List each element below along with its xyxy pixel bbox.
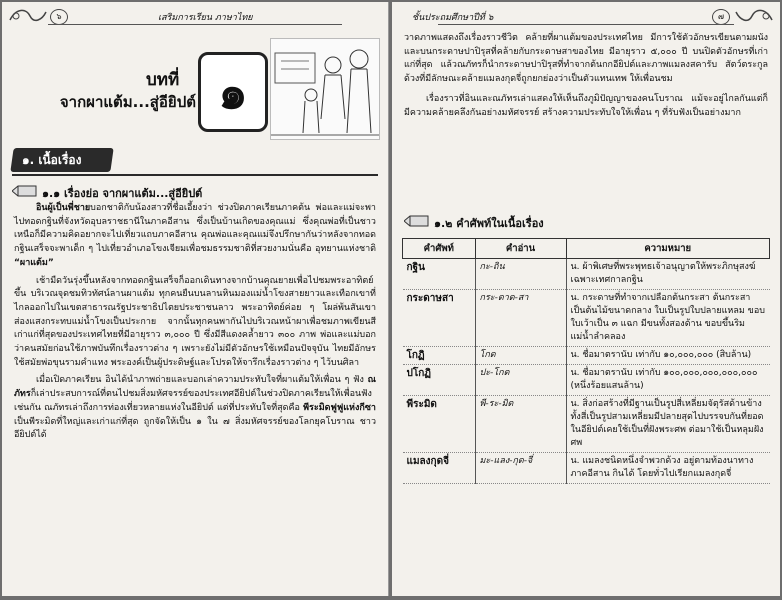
- page-number: ๖: [50, 9, 68, 25]
- header-rule: [438, 24, 734, 25]
- paragraph-1: อินผู้เป็นพี่ชายบอกชาติกับน้องสาวที่ชื่อเอี้ยงว่า ช่วงปิดภาคเรียนภาคต้น พ่อและแม่จะพาไปทอดกฐินที่จังหวัดอุบลราชธานีในภาคอีสาน ซึ่งเป็นบ้านเกิดของคุณแม่ ซึ่งคุณพ่อที่เป็นชาวเหนือก็มีความคิดอยากจะไปเที่ยวแถบภาคอีสาน คุณพ่อและคุณแม่จึงปรึกษากันว่าหลังจากทอดกฐินเสร็จจะพาเด็ก ๆ ไปเที่ยวอำเภอโขงเจียมเพื่อชมธรรมชาติที่สวยงามนั่นคือ อุทยานแห่งชาติ “ผาแต้ม”: [14, 203, 376, 268]
- paragraph-4: วาดภาพแสดงถึงเรื่องราวชีวิต คล้ายที่ผาแต้มของประเทศไทย มีการใช้ตัวอักษรเขียนตามผนังและบนกระดาษปาปิรุสที่คล้ายกับกระดาษสาของไทย มีอายุราว ๕,๐๐๐ ปี บนปิดตัวอักษรที่เก่าแก่ที่สุด แล้วณภัทรก็นำกระดาษปาปิรุสที่ทำจากต้นกกอียิปต์และภาพแมลงสคารับ สัตว์ตระกูลด้วงที่มีลักษณะคล้ายแมลงกุดจี่ถูกยกย่องว่าเป็นตัวแทนเทพ ให้เพื่อนชม: [404, 33, 768, 85]
- right-page: [392, 2, 780, 596]
- vocab-word: ปโกฏิ: [403, 365, 476, 396]
- vocab-pron: ปะ-โกด: [475, 365, 566, 396]
- running-title: ชั้นประถมศึกษาปีที่ ๖: [412, 13, 494, 23]
- table-row: [403, 259, 770, 290]
- vocab-meaning: น. ผ้าพิเศษที่พระพุทธเจ้าอนุญาตให้พระภิกษุสงฆ์เฉพาะเทศกาลกฐิน: [566, 259, 770, 290]
- table-row: [403, 290, 770, 347]
- vocab-pron: กะ-ถิน: [475, 259, 566, 290]
- table-row: [403, 365, 770, 396]
- section-label: ๑. เนื้อเรื่อง: [10, 148, 113, 172]
- col-header-word: คำศัพท์: [403, 239, 476, 259]
- vocabulary-table: [402, 238, 770, 484]
- left-header: [8, 6, 382, 28]
- subsection-title: ๑.๑ เรื่องย่อ จากผาแต้ม...สู่อียิปต์: [42, 187, 203, 200]
- vocab-meaning: น. ชื่อมาตรานับ เท่ากับ ๑๐๐,๐๐๐,๐๐๐,๐๐๐,๐๐๐ (หนึ่งร้อยแสนล้าน): [566, 365, 770, 396]
- col-header-meaning: ความหมาย: [566, 239, 770, 259]
- vocab-pron: พี-ระ-มิด: [475, 396, 566, 453]
- header-rule: [48, 24, 342, 25]
- pencil-icon: [404, 214, 430, 228]
- vocab-word: กฐิน: [403, 259, 476, 290]
- vocab-word: กระดาษสา: [403, 290, 476, 347]
- vocab-meaning: น. แมลงชนิดหนึ่งจำพวกด้วง อยู่ตามท้องนาทางภาคอีสาน กินได้ โดยทั่วไปเรียกแมลงกุดจี่: [566, 453, 770, 484]
- vocab-word: แมลงกุดจี่: [403, 453, 476, 484]
- chapter-number: ๑: [198, 52, 268, 132]
- chapter-title: จากผาแต้ม...สู่อียิปต์: [59, 93, 196, 111]
- vocab-meaning: น. สิ่งก่อสร้างที่มีฐานเป็นรูปสี่เหลี่ยมจัตุรัสด้านข้างทั้งสี่เป็นรูปสามเหลี่ยมมีปลายสุดไปบรรจบกันที่ยอด ในอียิปต์เคยใช้เป็นที่ฝังพระศพ ต่อมาใช้เป็นหลุมฝังศพ: [566, 396, 770, 453]
- ornament-icon: [734, 6, 774, 24]
- vocab-pron: มะ-แลง-กุด-จี่: [475, 453, 566, 484]
- story-text: [14, 202, 376, 443]
- vocab-pron: โกด: [475, 347, 566, 365]
- chapter-heading: [16, 32, 376, 142]
- paragraph-5: เรื่องราวที่อินและณภัทรเล่าแสดงให้เห็นถึงภูมิปัญญาของคนโบราณ แม้จะอยู่ไกลกันแต่ก็มีความคล้ายคลึงกันอย่างมหัศจรรย์ สร้างความประทับใจให้เพื่อน ๆ ที่รับฟังเป็นอย่างมาก: [404, 93, 768, 118]
- ornament-icon: [8, 6, 48, 24]
- section-rule: [12, 174, 378, 176]
- story-continuation: [404, 32, 768, 120]
- running-title: เสริมการเรียน ภาษาไทย: [158, 13, 253, 23]
- table-row: [403, 453, 770, 484]
- illustration-family: [270, 38, 380, 140]
- paragraph-3: เมื่อเปิดภาคเรียน อินได้นำภาพถ่ายและบอกเล่าความประทับใจที่ผาแต้มให้เพื่อน ๆ ฟัง ณภัทรก็เล่าประสบการณ์ที่ตนไปชมสิ่งมหัศจรรย์ของประเทศอียิปต์ในช่วงปิดภาคเรียนให้เพื่อนฟังเช่นกัน ณภัทรเล่าถึงการท่องเที่ยวหลายแห่งในอียิปต์ แต่ที่ประทับใจที่สุดคือ พีระมิดฟูฟูแห่งกีซา เป็นพีระมิดที่ใหญ่และเก่าแก่ที่สุด ถูกจัดให้เป็น ๑ ใน ๗ สิ่งมหัศจรรย์ของโลกยุคโบราณ ชาวอียิปต์ได้: [14, 375, 376, 441]
- chapter-label: บทที่: [146, 70, 180, 90]
- page-number: ๗: [712, 9, 730, 25]
- left-page: [2, 2, 389, 596]
- vocab-word: พีระมิด: [403, 396, 476, 453]
- pencil-icon: [12, 184, 38, 198]
- col-header-pron: คำอ่าน: [475, 239, 566, 259]
- vocab-meaning: น. ชื่อมาตรานับ เท่ากับ ๑๐,๐๐๐,๐๐๐ (สิบล้าน): [566, 347, 770, 365]
- right-header: [398, 6, 774, 28]
- table-row: [403, 396, 770, 453]
- vocabulary-rows: [403, 259, 770, 484]
- paragraph-2: เช้ามืดวันรุ่งขึ้นหลังจากทอดกฐินเสร็จก็ออกเดินทางจากบ้านคุณยายเพื่อไปชมพระอาทิตย์ขึ้น บริเวณจุดชมทิวทัศน์ลานผาแต้ม ทุกคนยืนบนลานหินมองแม่น้ำโขงสายยาวและเทือกเขาที่ไกลออกไปในเขตสาธารณรัฐประชาธิปไตยประชาชนลาว พระอาทิตย์ค่อย ๆ โผล่พ้นสันเขา ส่องแสงกระทบแม่น้ำโขงเป็นประกาย จากนั้นทุกคนพากันไปบริเวณหน้าผาเพื่อชมภาพเขียนสีเก่าแก่ที่สุดของประเทศไทยที่มีอายุราว ๓,๐๐๐ ปี ซึ่งมีสีแดงคล้ำยาว ๓๐๐ ภาพ พ่อและแม่บอกว่าคนสมัยก่อนใช้ภาพบันทึกเรื่องราวต่าง ๆ เพราะยังไม่มีตัวอักษรใช้เหมือนปัจจุบัน ไทยมีอักษรใช้สมัยพ่อขุนรามคำแหง พระองค์เป็นผู้ประดิษฐ์และโปรดให้จารึกเรื่องราวต่าง ๆ ไว้บนศิลา: [14, 275, 376, 368]
- vocab-meaning: น. กระดาษที่ทำจากเปลือกต้นกระสา ต้นกระสาเป็นต้นไม้ขนาดกลาง ใบเป็นรูปใบปลายแหลม ขอบใบเว้าเป็น ๓ แฉก มีขนทั้งสองด้าน ขอบขึ้นริมแม่น้ำลำคลอง: [566, 290, 770, 347]
- table-row: [403, 347, 770, 365]
- vocab-title: ๑.๒ คำศัพท์ในเนื้อเรื่อง: [434, 217, 544, 230]
- vocab-pron: กระ-ดาด-สา: [475, 290, 566, 347]
- vocab-word: โกฏิ: [403, 347, 476, 365]
